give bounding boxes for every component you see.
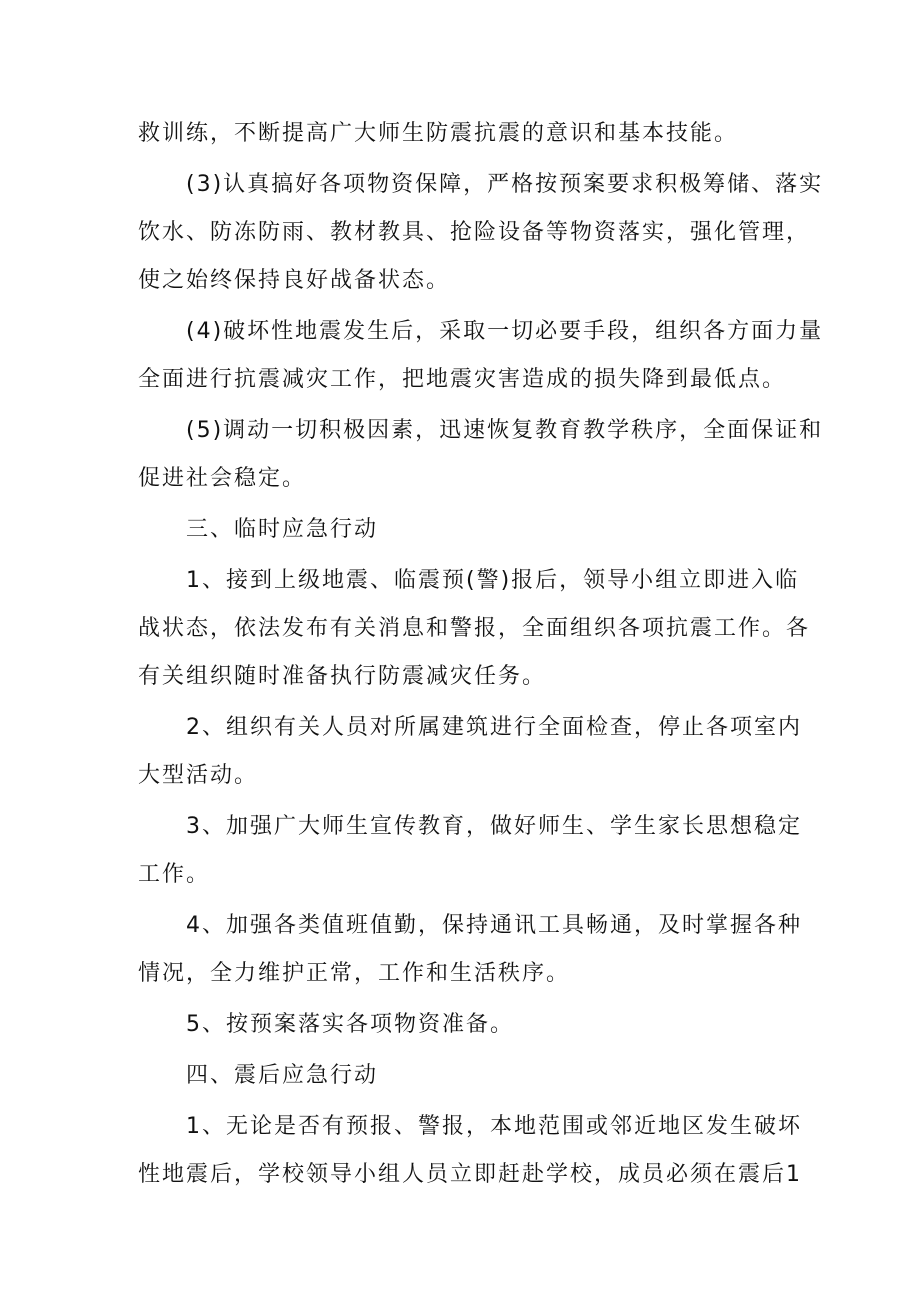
text-line: 四、震后应急行动	[186, 1063, 379, 1088]
section-heading	[138, 1052, 788, 1100]
document-body	[138, 110, 824, 1202]
text-line: 2、组织有关人员对所属建筑进行全面检查，停止各项室内	[186, 715, 802, 740]
paragraph	[138, 557, 811, 701]
text-line: 5、按预案落实各项物资准备。	[186, 1012, 514, 1037]
paragraph	[138, 1103, 802, 1199]
text-line: 4、加强各类值班值勤，保持通讯工具畅通，及时掌握各种	[186, 913, 802, 938]
paragraph	[138, 161, 824, 305]
text-line: 战状态，依法发布有关消息和警报，全面组织各项抗震工作。各	[138, 616, 811, 641]
text-line: 三、临时应急行动	[186, 517, 379, 542]
paragraph	[138, 704, 802, 800]
paragraph	[138, 407, 824, 503]
text-line: (4)破坏性地震发生后，采取一切必要手段，组织各方面力量	[186, 319, 824, 344]
text-line: 使之始终保持良好战备状态。	[138, 268, 451, 293]
text-line: 情况，全力维护正常，工作和生活秩序。	[138, 961, 571, 986]
paragraph	[138, 110, 788, 158]
paragraph	[138, 1001, 788, 1049]
text-line: 1、接到上级地震、临震预(警)报后，领导小组立即进入临	[186, 568, 800, 593]
text-line: 有关组织随时准备执行防震减灾任务。	[138, 664, 547, 689]
text-line: (3)认真搞好各项物资保障，严格按预案要求积极筹储、落实	[186, 172, 824, 197]
text-line: 大型活动。	[138, 763, 259, 788]
paragraph	[138, 308, 824, 404]
text-line: 1、无论是否有预报、警报，本地范围或邻近地区发生破坏	[186, 1114, 802, 1139]
text-line: 工作。	[138, 862, 211, 887]
paragraph	[138, 803, 802, 899]
text-line: 全面进行抗震减灾工作，把地震灾害造成的损失降到最低点。	[138, 367, 787, 392]
text-line: 救训练，不断提高广大师生防震抗震的意识和基本技能。	[138, 121, 739, 146]
section-heading	[138, 506, 788, 554]
text-line: 饮水、防冻防雨、教材教具、抢险设备等物资落实，强化管理，	[138, 220, 811, 245]
text-line: (5)调动一切积极因素，迅速恢复教育教学秩序，全面保证和	[186, 418, 824, 443]
text-line: 3、加强广大师生宣传教育，做好师生、学生家长思想稳定	[186, 814, 802, 839]
text-line: 性地震后，学校领导小组人员立即赶赴学校，成员必须在震后1	[138, 1162, 802, 1187]
paragraph	[138, 902, 802, 998]
text-line: 促进社会稳定。	[138, 466, 307, 491]
